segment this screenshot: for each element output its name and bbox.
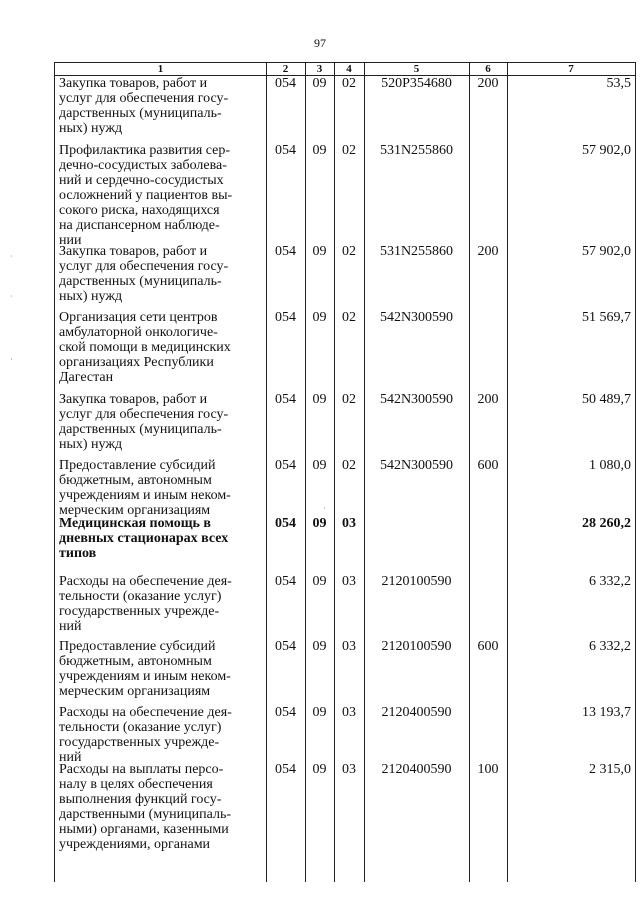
cell-c3: 09 bbox=[312, 574, 327, 589]
cell-c4: 03 bbox=[342, 639, 356, 654]
cell-amount: 51 569,7 bbox=[582, 310, 631, 325]
cell-c5: 2120100590 bbox=[381, 639, 452, 654]
cell-c3: 09 bbox=[312, 516, 327, 531]
description-line: мерческим организациям bbox=[59, 684, 211, 699]
cell-c4: 02 bbox=[342, 143, 356, 158]
cell-c5: 2120400590 bbox=[381, 705, 452, 720]
description-line: Закупка товаров, работ и bbox=[59, 244, 208, 259]
cell-amount: 50 489,7 bbox=[582, 392, 631, 407]
budget-table bbox=[54, 62, 636, 882]
description-line: осложнений у пациентов вы- bbox=[59, 188, 233, 203]
scan-speck: · bbox=[10, 355, 13, 364]
description-line: дарственных (муниципаль- bbox=[59, 422, 222, 437]
scan-speck: · bbox=[10, 292, 13, 301]
cell-amount: 13 193,7 bbox=[582, 705, 631, 720]
cell-c4: 02 bbox=[342, 392, 356, 407]
cell-c4: 02 bbox=[342, 76, 356, 91]
cell-c4: 02 bbox=[342, 310, 356, 325]
cell-c4: 03 bbox=[342, 705, 356, 720]
description-line: ных) нужд bbox=[59, 121, 123, 136]
row-description bbox=[59, 76, 259, 136]
description-line: дарственных (муниципаль- bbox=[59, 274, 222, 289]
cell-c3: 09 bbox=[312, 705, 327, 720]
description-line: Организация сети центров bbox=[59, 310, 218, 325]
description-line: учреждениям и иным неком- bbox=[59, 488, 231, 503]
description-line: Расходы на обеспечение дея- bbox=[59, 705, 232, 720]
description-line: Закупка товаров, работ и bbox=[59, 392, 208, 407]
description-line: Профилактика развития сер- bbox=[59, 143, 231, 158]
row-description bbox=[59, 762, 259, 852]
cell-c4: 02 bbox=[342, 458, 356, 473]
cell-amount: 6 332,2 bbox=[589, 574, 631, 589]
cell-c6: 200 bbox=[477, 76, 499, 91]
cell-c2: 054 bbox=[275, 143, 296, 158]
cell-c5: 542N300590 bbox=[379, 458, 454, 473]
cell-amount: 53,5 bbox=[606, 76, 631, 91]
cell-c6: 600 bbox=[477, 458, 499, 473]
cell-c2: 054 bbox=[275, 516, 296, 531]
cell-c2: 054 bbox=[275, 574, 296, 589]
cell-c2: 054 bbox=[275, 762, 296, 777]
description-line: дневных стационарах всех bbox=[59, 531, 229, 546]
row-description bbox=[59, 143, 259, 248]
row-description bbox=[59, 392, 259, 452]
description-line: Медицинская помощь в bbox=[59, 516, 211, 531]
header-col-1: 1 bbox=[157, 63, 164, 75]
description-line: ных) нужд bbox=[59, 289, 123, 304]
row-description bbox=[59, 516, 259, 561]
description-line: на диспансерном наблюде- bbox=[59, 218, 220, 233]
description-line: бюджетным, автономным bbox=[59, 654, 212, 669]
description-line: ской помощи в медицинских bbox=[59, 340, 231, 355]
description-line: дечно-сосудистых заболева- bbox=[59, 158, 227, 173]
description-line: Закупка товаров, работ и bbox=[59, 76, 208, 91]
scan-speck: · bbox=[323, 504, 326, 513]
header-col-4: 4 bbox=[346, 63, 352, 75]
header-col-6: 6 bbox=[485, 63, 491, 75]
row-description bbox=[59, 639, 259, 699]
row-description bbox=[59, 244, 259, 304]
cell-c3: 09 bbox=[312, 392, 327, 407]
page-number: 97 bbox=[314, 36, 326, 50]
cell-c5: 531N255860 bbox=[379, 244, 454, 259]
description-line: учреждениями, органами bbox=[59, 837, 211, 852]
cell-c3: 09 bbox=[312, 639, 327, 654]
cell-c2: 054 bbox=[275, 639, 296, 654]
row-description bbox=[59, 574, 259, 634]
cell-c6: 100 bbox=[477, 762, 499, 777]
description-line: нии bbox=[59, 233, 82, 248]
scan-speck: · bbox=[10, 252, 13, 261]
description-line: мерческим организациям bbox=[59, 503, 211, 518]
description-line: ных) нужд bbox=[59, 437, 123, 452]
cell-c5: 2120400590 bbox=[381, 762, 452, 777]
description-line: выполнения функций госу- bbox=[59, 792, 222, 807]
description-line: бюджетным, автономным bbox=[59, 473, 212, 488]
description-line: Дагестан bbox=[59, 370, 114, 385]
cell-c2: 054 bbox=[275, 705, 296, 720]
cell-c6: 600 bbox=[477, 639, 499, 654]
row-description bbox=[59, 705, 259, 765]
row-description bbox=[59, 310, 259, 385]
cell-c2: 054 bbox=[275, 244, 296, 259]
cell-amount: 28 260,2 bbox=[582, 516, 631, 531]
description-line: организациях Республики bbox=[59, 355, 214, 370]
description-line: Предоставление субсидий bbox=[59, 458, 216, 473]
description-line: услуг для обеспечения госу- bbox=[59, 407, 229, 422]
cell-c2: 054 bbox=[275, 392, 296, 407]
cell-c2: 054 bbox=[275, 310, 296, 325]
description-line: типов bbox=[59, 546, 97, 561]
description-line: дарственными (муниципаль- bbox=[59, 807, 232, 822]
cell-c3: 09 bbox=[312, 458, 327, 473]
cell-c3: 09 bbox=[312, 310, 327, 325]
row-description bbox=[59, 458, 259, 518]
header-col-5: 5 bbox=[413, 63, 420, 75]
header-col-3: 3 bbox=[316, 63, 323, 75]
cell-amount: 1 080,0 bbox=[589, 458, 631, 473]
description-line: Предоставление субсидий bbox=[59, 639, 216, 654]
header-col-7: 7 bbox=[568, 63, 574, 75]
cell-amount: 6 332,2 bbox=[589, 639, 631, 654]
description-line: ний bbox=[59, 750, 82, 765]
cell-c2: 054 bbox=[275, 458, 296, 473]
description-line: налу в целях обеспечения bbox=[59, 777, 213, 792]
cell-amount: 57 902,0 bbox=[582, 244, 631, 259]
description-line: услуг для обеспечения госу- bbox=[59, 91, 229, 106]
description-line: учреждениям и иным неком- bbox=[59, 669, 231, 684]
table-header bbox=[55, 62, 635, 76]
description-line: Расходы на выплаты персо- bbox=[59, 762, 224, 777]
description-line: дарственных (муниципаль- bbox=[59, 106, 222, 121]
description-line: тельности (оказание услуг) bbox=[59, 589, 222, 604]
cell-c6: 200 bbox=[477, 244, 499, 259]
cell-c3: 09 bbox=[312, 143, 327, 158]
cell-amount: 57 902,0 bbox=[582, 143, 631, 158]
description-line: ными) органами, казенными bbox=[59, 822, 229, 837]
cell-c4: 02 bbox=[342, 244, 356, 259]
cell-c5: 2120100590 bbox=[381, 574, 452, 589]
cell-c5: 542N300590 bbox=[379, 310, 454, 325]
cell-c5: 531N255860 bbox=[379, 143, 454, 158]
cell-c4: 03 bbox=[342, 574, 356, 589]
cell-c2: 054 bbox=[275, 76, 296, 91]
description-line: государственных учрежде- bbox=[59, 735, 220, 750]
description-line: ний и сердечно-сосудистых bbox=[59, 173, 224, 188]
description-line: амбулаторной онкологиче- bbox=[59, 325, 218, 340]
description-line: Расходы на обеспечение дея- bbox=[59, 574, 232, 589]
description-line: тельности (оказание услуг) bbox=[59, 720, 222, 735]
cell-c4: 03 bbox=[342, 762, 356, 777]
description-line: государственных учрежде- bbox=[59, 604, 220, 619]
cell-amount: 2 315,0 bbox=[589, 762, 631, 777]
cell-c5: 542N300590 bbox=[379, 392, 454, 407]
cell-c4: 03 bbox=[342, 516, 356, 531]
cell-c5: 520P354680 bbox=[381, 76, 452, 91]
cell-c3: 09 bbox=[312, 762, 327, 777]
cell-c6: 200 bbox=[477, 392, 499, 407]
cell-c3: 09 bbox=[312, 76, 327, 91]
description-line: сокого риска, находящихся bbox=[59, 203, 220, 218]
description-line: услуг для обеспечения госу- bbox=[59, 259, 229, 274]
header-col-2: 2 bbox=[282, 63, 289, 75]
cell-c3: 09 bbox=[312, 244, 327, 259]
description-line: ний bbox=[59, 619, 82, 634]
